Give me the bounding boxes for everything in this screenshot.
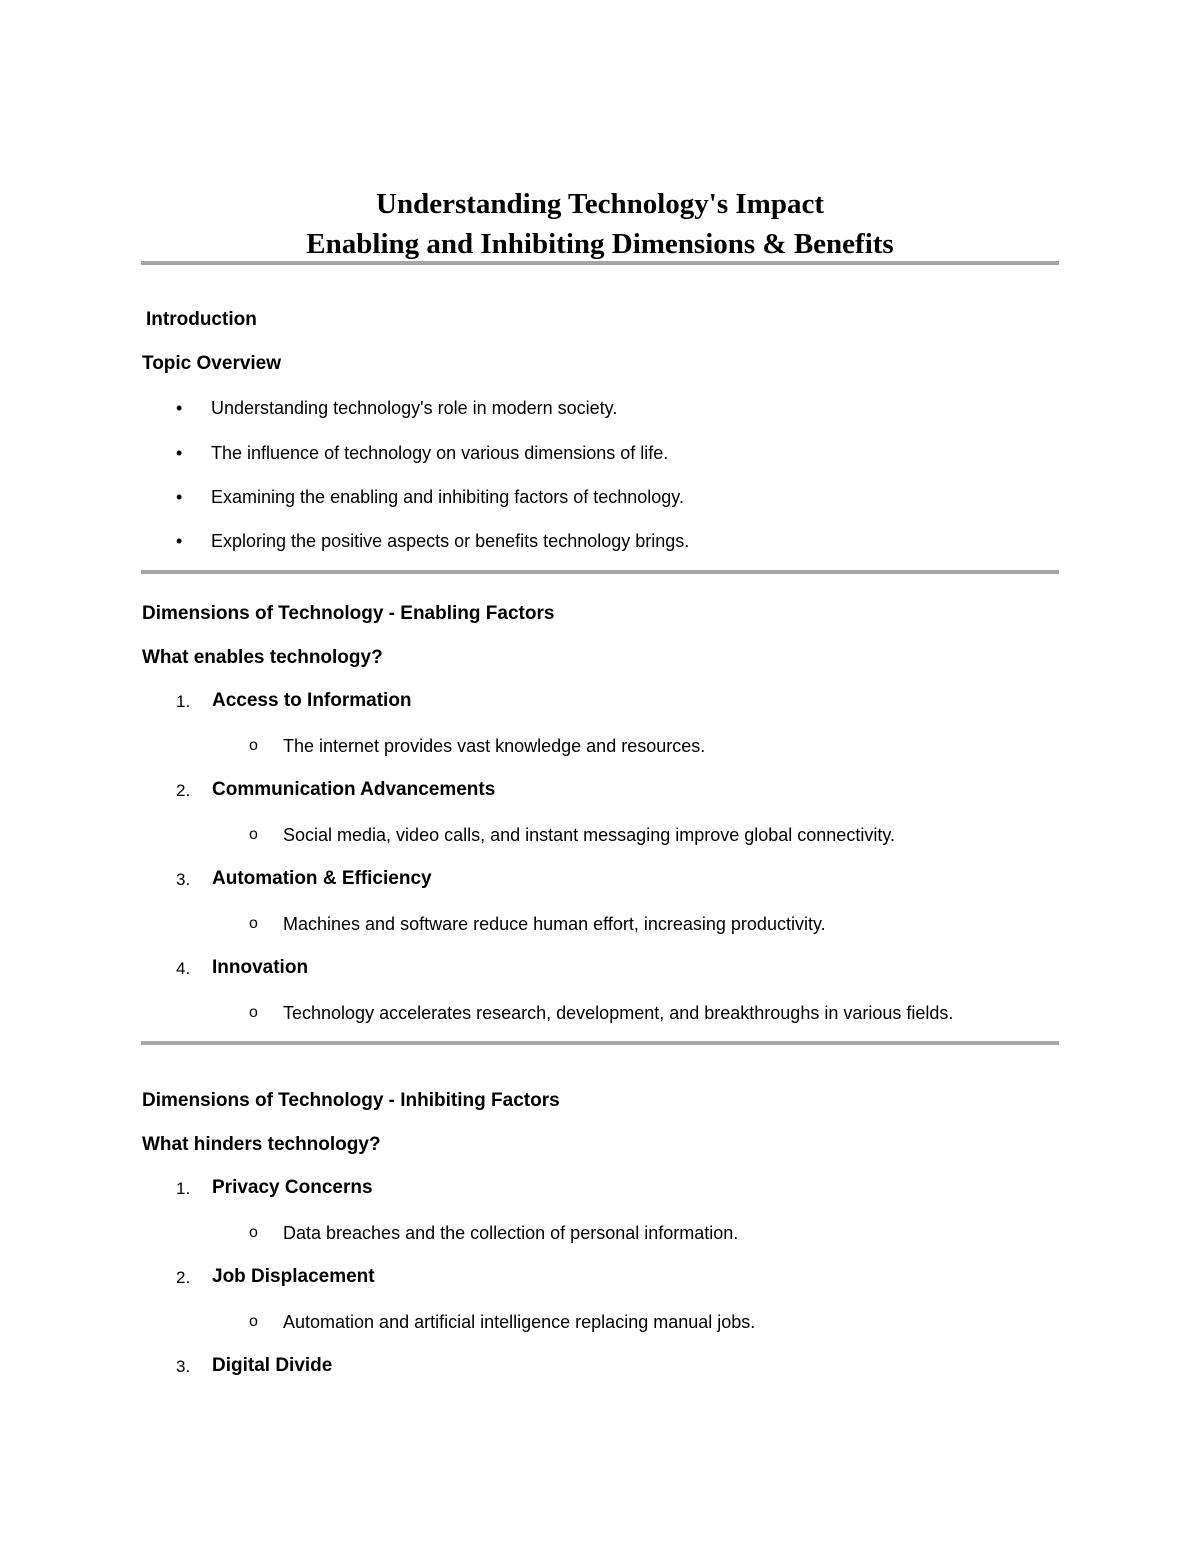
- list-item: Examining the enabling and inhibiting factors of technology.: [211, 487, 684, 507]
- introduction-heading: Introduction: [146, 309, 257, 330]
- section-divider: [141, 1041, 1059, 1045]
- list-item-title: Automation & Efficiency: [212, 868, 432, 889]
- list-item-title: Access to Information: [212, 690, 412, 711]
- sub-bullet-marker: o: [249, 1004, 258, 1021]
- list-item-detail: Social media, video calls, and instant messaging improve global connectivity.: [283, 825, 895, 845]
- list-item-detail: Machines and software reduce human effort, increasing productivity.: [283, 914, 826, 934]
- sub-bullet-marker: o: [249, 737, 258, 754]
- bullet-marker: •: [176, 443, 183, 463]
- list-number: 1.: [176, 692, 191, 711]
- bullet-marker: •: [176, 487, 183, 507]
- list-item: The influence of technology on various dimensions of life.: [211, 443, 669, 463]
- list-item-title: Job Displacement: [212, 1266, 375, 1287]
- bullet-marker: •: [176, 398, 183, 418]
- list-item-title: Communication Advancements: [212, 779, 496, 800]
- list-item-title: Digital Divide: [212, 1355, 333, 1376]
- topic-overview-heading: Topic Overview: [142, 353, 282, 374]
- section-divider: [141, 570, 1059, 574]
- list-number: 1.: [176, 1179, 191, 1198]
- list-item: Exploring the positive aspects or benefits technology brings.: [211, 531, 690, 551]
- list-item-detail: The internet provides vast knowledge and resources.: [283, 736, 706, 756]
- list-item-detail: Automation and artificial intelligence replacing manual jobs.: [283, 1312, 756, 1332]
- sub-bullet-marker: o: [249, 826, 258, 843]
- list-number: 4.: [176, 959, 191, 978]
- sub-bullet-marker: o: [249, 1313, 258, 1330]
- document-title-line-2: Enabling and Inhibiting Dimensions & Benefits: [306, 228, 894, 260]
- enabling-question: What enables technology?: [142, 647, 383, 668]
- list-item-title: Privacy Concerns: [212, 1177, 373, 1198]
- inhibiting-question: What hinders technology?: [142, 1134, 381, 1155]
- list-item-detail: Technology accelerates research, development, and breakthroughs in various fields.: [283, 1003, 954, 1023]
- list-number: 3.: [176, 1357, 191, 1376]
- list-number: 3.: [176, 870, 191, 889]
- sub-bullet-marker: o: [249, 915, 258, 932]
- inhibiting-factors-heading: Dimensions of Technology - Inhibiting Factors: [142, 1090, 560, 1111]
- list-number: 2.: [176, 781, 191, 800]
- bullet-marker: •: [176, 531, 183, 551]
- enabling-factors-heading: Dimensions of Technology - Enabling Factors: [142, 603, 555, 624]
- sub-bullet-marker: o: [249, 1224, 258, 1241]
- document-title-line-1: Understanding Technology's Impact: [376, 188, 824, 220]
- list-item-title: Innovation: [212, 957, 309, 978]
- section-divider: [141, 261, 1059, 265]
- list-item-detail: Data breaches and the collection of personal information.: [283, 1223, 739, 1243]
- list-number: 2.: [176, 1268, 191, 1287]
- list-item: Understanding technology's role in modern society.: [211, 398, 618, 418]
